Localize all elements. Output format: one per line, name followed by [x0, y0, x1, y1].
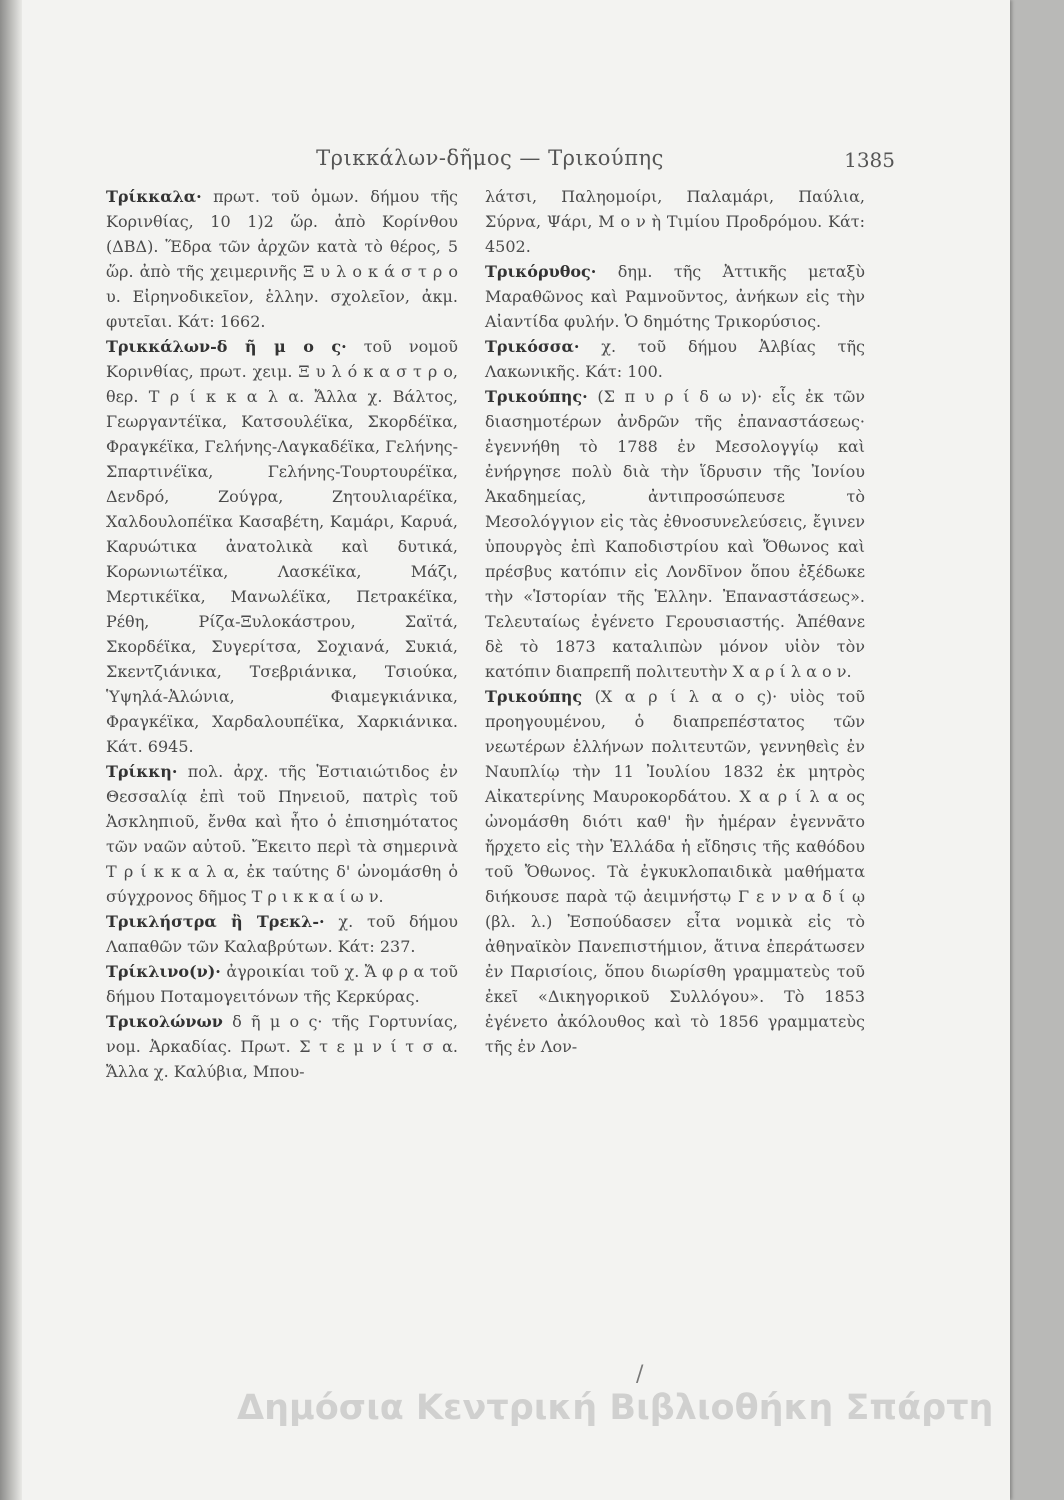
- page-number: 1385: [844, 148, 895, 172]
- entry-headword: Τρικλήστρα ἢ Τρεκλ-·: [106, 912, 325, 931]
- dictionary-entry: [485, 184, 865, 259]
- entry-text: ἀγροικίαι τοῦ χ. Ἄ φ ρ α τοῦ δήμου Ποταμογειτόνων τῆς Κερκύρας.: [106, 962, 458, 1006]
- running-header: [90, 146, 895, 176]
- entry-headword: Τρικούπης·: [485, 387, 588, 406]
- stray-mark: /: [636, 1362, 644, 1387]
- entry-text: πολ. ἀρχ. τῆς Ἑστιαιώτιδος ἐν Θεσσαλίᾳ ἐπὶ τοῦ Πηνειοῦ, πατρὶς τοῦ Ἀσκληπιοῦ, ἔνθα καὶ ἦτο ὁ ἐπισημότατος τῶν ναῶν αὐτοῦ. Ἔκειτο περὶ τὰ σημερινὰ Τ ρ ί κ κ α λ α, ἐκ ταύτης δ' ὠνομάσθη ὁ σύγχρονος δῆμος Τ ρ ι κ κ α ί ω ν.: [106, 762, 458, 906]
- library-watermark: Δημόσια Κεντρική Βιβλιοθήκη Σπάρτη: [237, 1388, 994, 1428]
- entry-headword: Τρικκάλων-δ ῆ μ ο ς·: [106, 337, 347, 356]
- entry-headword: Τρίκκη·: [106, 762, 178, 781]
- entry-headword: Τρικούπης: [485, 687, 583, 706]
- entry-text: (Χ α ρ ί λ α ο ς)· υἱὸς τοῦ προηγουμένου, ὁ διαπρεπέστατος τῶν νεωτέρων ἑλλήνων πολιτευτῶν, γεννηθεὶς ἐν Ναυπλίῳ τὴν 11 Ἰουλίου 1832 ἐκ μητρὸς Αἰκατερίνης Μαυροκορδάτου. Χ α ρ ί λ α ος ὠνομάσθη διότι καθ' ἣν ἡμέραν ἐγεννᾶτο ἤρχετο εἰς τὴν Ἑλλάδα ἡ εἴδησις τῆς καθόδου τοῦ Ὄθωνος. Τὰ ἐγκυκλοπαιδικὰ μαθήματα διήκουσε παρὰ τῷ ἀειμνήστῳ Γ ε ν ν α δ ί ῳ (βλ. λ.) Ἐσπούδασεν εἶτα νομικὰ εἰς τὸ ἀθηναϊκὸν Πανεπιστήμιον, ἅτινα ἐπεράτωσεν ἐν Παρισίοις, ὅπου διωρίσθη γραμματεὺς τοῦ ἐκεῖ «Δικηγορικοῦ Συλλόγου». Τὸ 1853 ἐγένετο ἀκόλουθος καὶ τὸ 1856 γραμματεὺς τῆς ἐν Λον-: [485, 687, 866, 1056]
- entry-text: χ. τοῦ δήμου Ἀλβίας τῆς Λακωνικῆς. Κάτ: 100.: [485, 337, 865, 381]
- dictionary-entry: [485, 684, 865, 1059]
- entry-text: δημ. τῆς Ἀττικῆς μεταξὺ Μαραθῶνος καὶ Ραμνοῦντος, ἀνήκων εἰς τὴν Αἰαντίδα φυλήν. Ὁ δημότης Τρικορύσιος.: [485, 262, 865, 331]
- entry-text: πρωτ. τοῦ ὁμων. δήμου τῆς Κορινθίας, 10 1)2 ὥρ. ἀπὸ Κορίνθου (ΔΒΔ). Ἕδρα τῶν ἀρχῶν κατὰ τὸ θέρος, 5 ὥρ. ἀπὸ τῆς χειμερινῆς Ξ υ λ ο κ ά σ τ ρ ο υ. Εἰρηνοδικεῖον, ἑλλην. σχολεῖον, ἀκμ. φυτεῖαι. Κάτ: 1662.: [106, 187, 458, 331]
- entry-headword: Τρικόρυθος·: [485, 262, 597, 281]
- entry-text: λάτσι, Παληομοίρι, Παλαμάρι, Παύλια, Σύρνα, Ψάρι, Μ ο ν ὴ Τιμίου Προδρόμου. Κάτ: 4502.: [485, 187, 865, 256]
- entry-text: χ. τοῦ δήμου Λαπαθῶν τῶν Καλαβρύτων. Κάτ: 237.: [106, 912, 459, 956]
- left-column: [106, 184, 458, 1084]
- dictionary-entry: [106, 1009, 458, 1084]
- dictionary-entry: [106, 184, 458, 334]
- dictionary-entry: [106, 334, 458, 759]
- dictionary-entry: [485, 384, 865, 684]
- dictionary-entry: [106, 759, 458, 909]
- entry-text: τοῦ νομοῦ Κορινθίας, πρωτ. χειμ. Ξ υ λ ό κ α σ τ ρ ο, θερ. Τ ρ ί κ κ α λ α. Ἄλλα χ. Βάλτος, Γεωργαντέϊκα, Κατσουλέϊκα, Σκορδέϊκα, Φραγκέϊκα, Γελήνης-Λαγκαδέϊκα, Γελήνης-Σπαρτινέϊκα, Γελήνης-Τουρτουρέϊκα, Δενδρό, Ζούγρα, Ζητουλιαρέϊκα, Χαλδουλοπέϊκα Κασαβέτη, Καμάρι, Καρυά, Καρυώτικα ἀνατολικὰ καὶ δυτικά, Κορωνιωτέϊκα, Λασκέϊκα, Μάζι, Μερτικέϊκα, Μανωλέϊκα, Πετρακέϊκα, Ρέθη, Ρίζα-Ξυλοκάστρου, Σαϊτά, Σκορδέϊκα, Συγερίτσα, Σοχιανά, Συκιά, Σκεντζιάνικα, Τσεβριάνικα, Τσιούκα, Ὑψηλά-Ἀλώνια, Φιαμεγκιάνικα, Φραγκέϊκα, Χαρδαλουπέϊκα, Χαρκιάνικα. Κάτ. 6945.: [106, 337, 459, 756]
- dictionary-entry: [106, 959, 458, 1009]
- dictionary-entry: [485, 259, 865, 334]
- dictionary-entry: [106, 909, 458, 959]
- entry-headword: Τρικολώνων: [106, 1012, 223, 1031]
- entry-text: δ ῆ μ ο ς· τῆς Γορτυνίας, νομ. Ἀρκαδίας. Πρωτ. Σ τ ε μ ν ί τ σ α. Ἄλλα χ. Καλύβια, Μπου-: [106, 1012, 459, 1081]
- right-column: [485, 184, 865, 1059]
- dictionary-entry: [485, 334, 865, 384]
- header-title: Τρικκάλων-δῆμος — Τρικούπης: [316, 146, 664, 170]
- entry-headword: Τρίκλινο(ν)·: [106, 962, 221, 981]
- entry-headword: Τρίκκαλα·: [106, 187, 202, 206]
- entry-text: (Σ π υ ρ ί δ ω ν)· εἷς ἐκ τῶν διασημοτέρων ἀνδρῶν τῆς ἐπαναστάσεως· ἐγεννήθη τὸ 1788 ἐν Μεσολογγίῳ καὶ ἐνήργησε πολὺ διὰ τὴν ἵδρυσιν τῆς Ἰονίου Ἀκαδημείας, ἀντιπροσώπευσε τὸ Μεσολόγγιον εἰς τὰς ἐθνοσυνελεύσεις, ἔγινεν ὑπουργὸς ἐπὶ Καποδιστρίου καὶ Ὄθωνος καὶ πρέσβυς κατόπιν εἰς Λονδῖνον ὅπου ἐξέδωκε τὴν «Ἱστορίαν τῆς Ἑλλην. Ἐπαναστάσεως». Τελευταίως ἐγένετο Γερουσιαστής. Ἀπέθανε δὲ τὸ 1873 καταλιπὼν μόνον υἱὸν τὸν κατόπιν διαπρεπῆ πολιτευτὴν Χ α ρ ί λ α ο ν.: [485, 387, 865, 681]
- entry-headword: Τρικόσσα·: [485, 337, 580, 356]
- binding-edge: [0, 0, 22, 1500]
